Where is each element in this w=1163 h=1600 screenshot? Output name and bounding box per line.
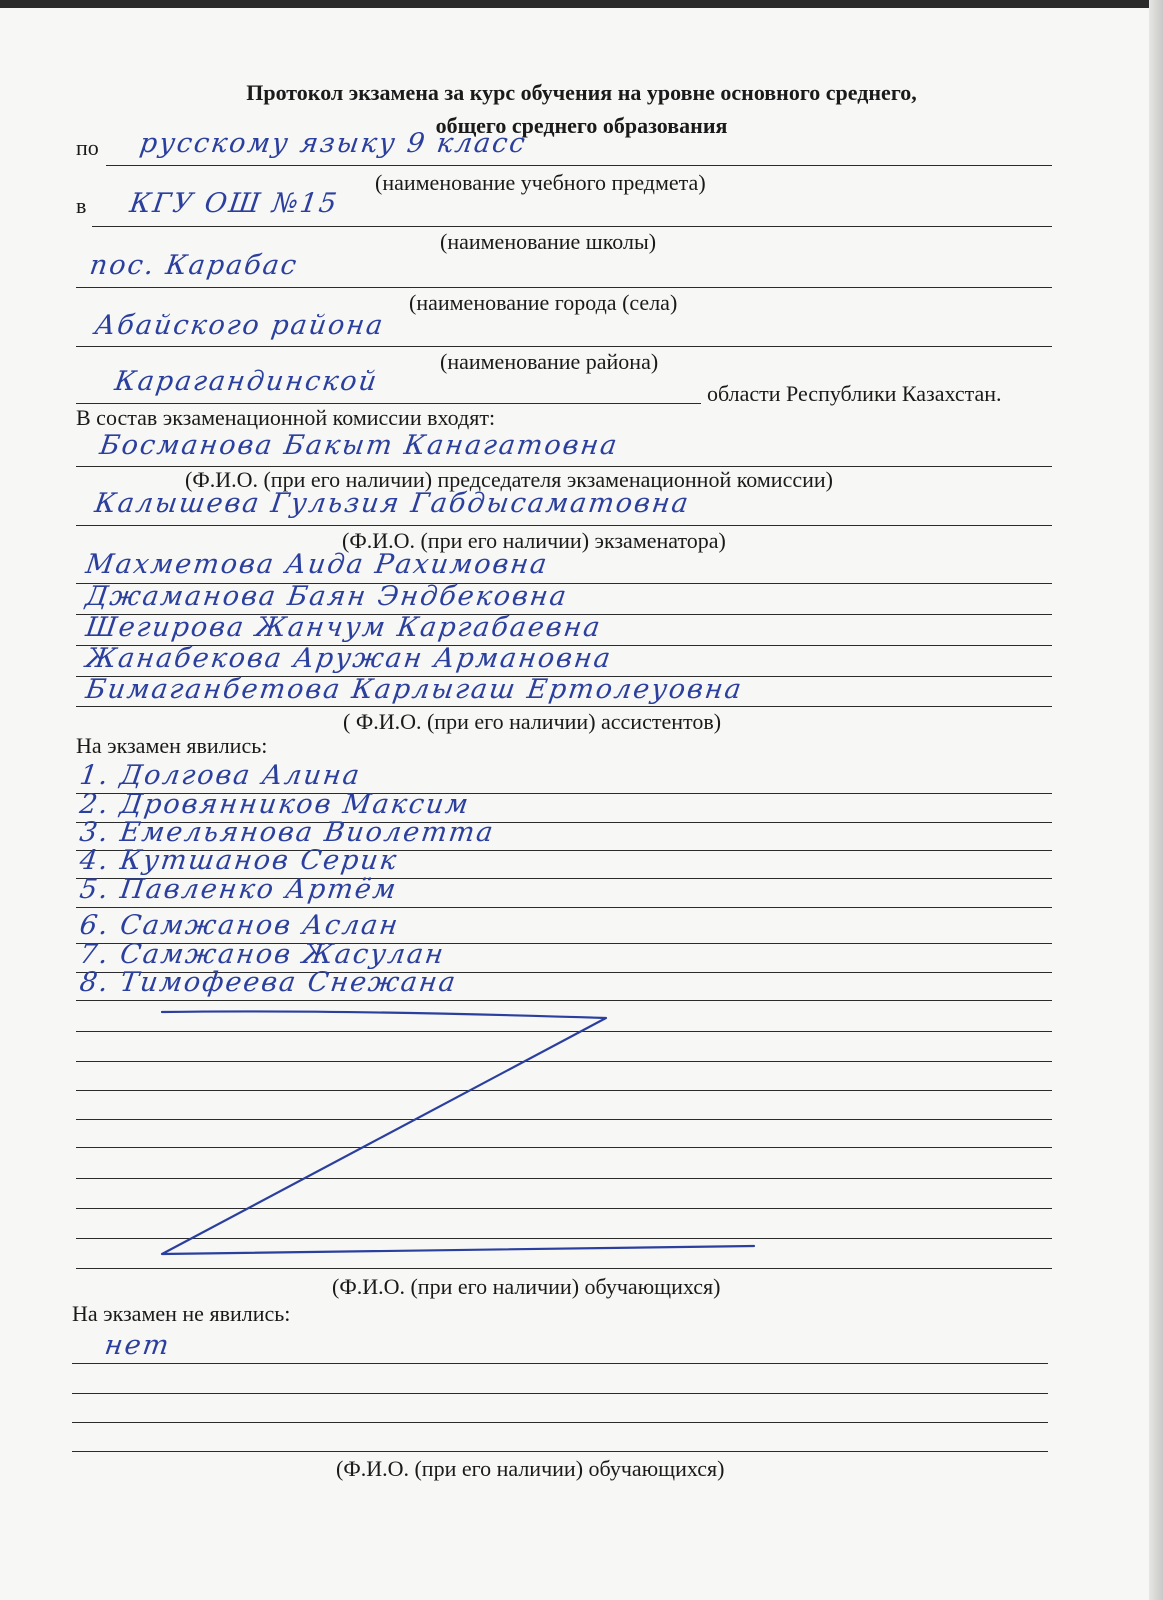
school-caption: (наименование школы): [440, 229, 657, 254]
school-prefix: в: [76, 193, 87, 218]
blank-line: [72, 1451, 1048, 1452]
examiner-name: Калышева Гульзия Габдысаматовна: [92, 488, 693, 519]
subject-caption: (наименование учебного предмета): [375, 170, 706, 195]
district-caption: (наименование района): [440, 349, 659, 374]
student-name: 5. Павленко Артём: [77, 874, 400, 905]
assistant-name: Жанабекова Аружан Армановна: [83, 643, 615, 674]
commission-heading: В состав экзаменационной комиссии входят:: [76, 405, 496, 430]
blank-line: [72, 1393, 1048, 1394]
blank-line: [72, 1422, 1048, 1423]
assistant-name: Джаманова Баян Эндбековна: [83, 581, 571, 612]
city-caption: (наименование города (села): [409, 290, 678, 315]
absent-line: [72, 1363, 1048, 1364]
absent-value: нет: [102, 1330, 173, 1361]
school-value: КГУ ОШ №15: [127, 188, 341, 219]
chairman-caption: (Ф.И.О. (при его наличии) председателя экзаменационной комиссии): [185, 467, 833, 492]
region-suffix: области Республики Казахстан.: [707, 381, 1002, 406]
assistant-name: Шегирова Жанчум Каргабаевна: [83, 612, 604, 643]
attended-heading: На экзамен явились:: [76, 733, 268, 758]
student-name: 2. Дровянников Максим: [77, 789, 473, 820]
examiner-caption: (Ф.И.О. (при его наличии) экзаменатора): [342, 528, 726, 553]
absent-heading: На экзамен не явились:: [72, 1301, 291, 1326]
student-name: 8. Тимофеева Снежана: [77, 967, 460, 998]
student-name: 4. Кутшанов Серик: [77, 845, 401, 876]
document-title-line-1: Протокол экзамена за курс обучения на уровне основного среднего,: [246, 80, 917, 105]
student-name: 3. Емельянова Виолетта: [77, 817, 497, 848]
student-name: 6. Самжанов Аслан: [77, 910, 402, 941]
subject-prefix: по: [76, 135, 99, 160]
chairman-name: Босманова Бакыт Канагатовна: [97, 430, 621, 461]
document-title-line-2: общего среднего образования: [435, 113, 728, 138]
absent-caption: (Ф.И.О. (при его наличии) обучающихся): [336, 1456, 725, 1481]
student-name: 7. Самжанов Жасулан: [77, 939, 448, 970]
assistant-name: Махметова Аида Рахимовна: [83, 549, 551, 580]
city-value: пос. Карабас: [87, 250, 301, 281]
subject-value: русскому языку 9 класс: [137, 128, 529, 159]
attended-caption: (Ф.И.О. (при его наличии) обучающихся): [332, 1274, 721, 1299]
assistants-caption: ( Ф.И.О. (при его наличии) ассистентов): [343, 709, 722, 734]
district-value: Абайского района: [92, 310, 387, 341]
region-value: Карагандинской: [112, 366, 381, 397]
student-name: 1. Долгова Алина: [77, 760, 364, 791]
assistant-name: Бимаганбетова Карлыгаш Ертолеуовна: [83, 674, 746, 705]
